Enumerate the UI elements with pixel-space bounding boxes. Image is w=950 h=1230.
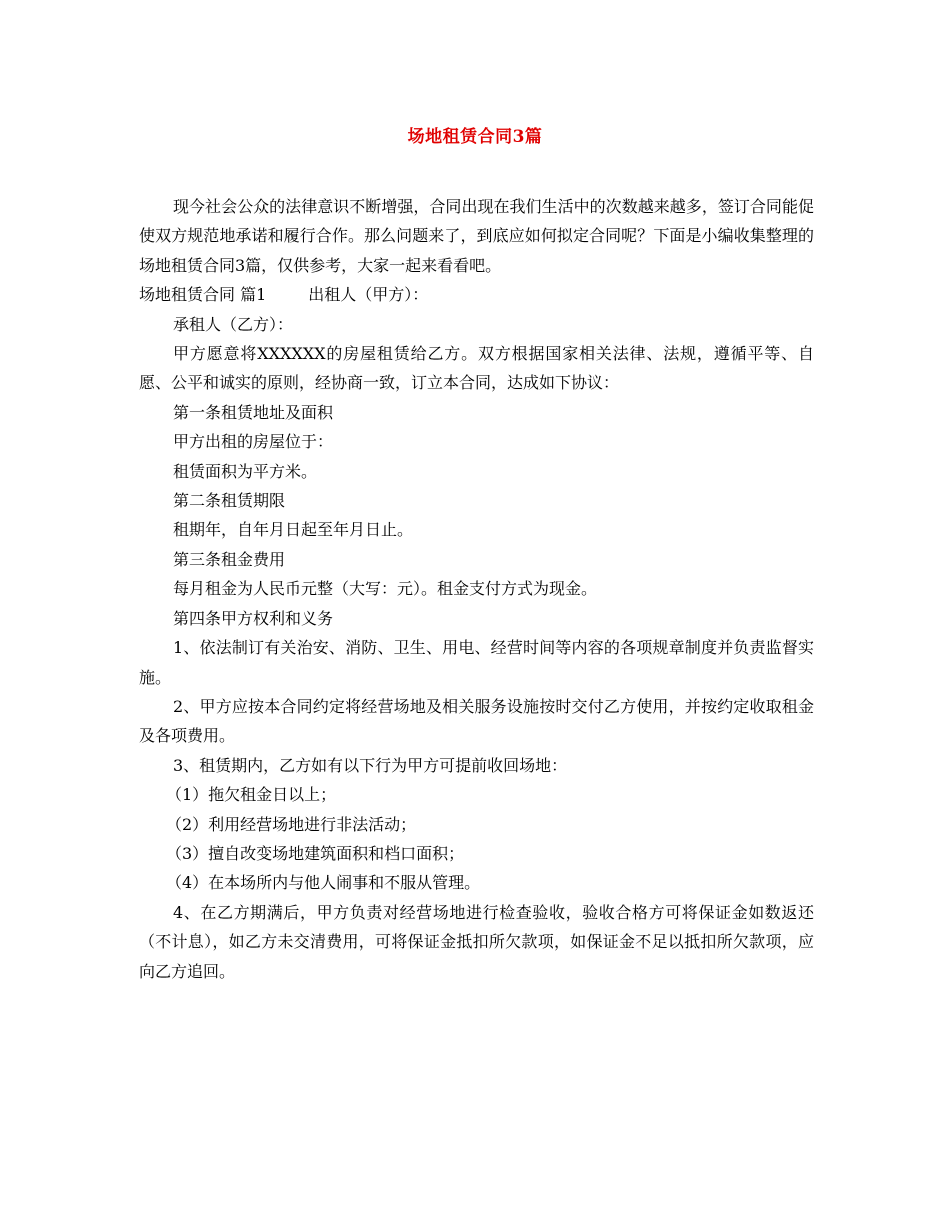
lessor-label: 出租人（甲方）： [308, 285, 429, 305]
item-2: 2、甲方应按本合同约定将经营场地及相关服务设施按时交付乙方使用，并按约定收取租金及各项费用。 [139, 696, 814, 746]
clause1-area: 租赁面积为平方米。 [173, 461, 318, 481]
lessee-label: 承租人（乙方）： [173, 314, 294, 334]
clause1-location: 甲方出租的房屋位于： [173, 432, 334, 452]
section-heading: 场地租赁合同 篇1 [139, 285, 267, 305]
item-3: 3、租赁期内，乙方如有以下行为甲方可提前收回场地： [173, 755, 568, 775]
section-heading-line [139, 280, 814, 309]
clause1-title: 第一条租赁地址及面积 [173, 402, 334, 422]
intro-paragraph: 现今社会公众的法律意识不断增强，合同出现在我们生活中的次数越来越多，签订合同能促使双方规范地承诺和履行合作。那么问题来了，到底应如何拟定合同呢？下面是小编收集整理的场地租赁合同3篇，仅供参考，大家一起来看看吧。 [139, 197, 814, 275]
clause3-text: 每月租金为人民币元整（大写：元）。租金支付方式为现金。 [173, 579, 598, 599]
document-title: 场地租赁合同3篇 [407, 127, 543, 147]
item-3-sub-1: （1）拖欠租金日以上； [166, 785, 337, 805]
item-3-sub-4: （4）在本场所内与他人闹事和不服从管理。 [166, 873, 481, 893]
agreement-paragraph: 甲方愿意将XXXXXX的房屋租赁给乙方。双方根据国家相关法律、法规，遵循平等、自愿、公平和诚实的原则，经协商一致，订立本合同，达成如下协议： [139, 344, 814, 393]
item-1: 1、依法制订有关治安、消防、卫生、用电、经营时间等内容的各项规章制度并负责监督实施。 [139, 638, 814, 687]
item-3-sub-2: （2）利用经营场地进行非法活动； [166, 814, 417, 834]
item-4: 4、在乙方期满后，甲方负责对经营场地进行检查验收，验收合格方可将保证金如数返还（不计息），如乙方未交清费用，可将保证金抵扣所欠款项，如保证金不足以抵扣所欠款项，应向乙方追回。 [139, 902, 814, 981]
document-body [139, 192, 814, 986]
clause2-title: 第二条租赁期限 [173, 491, 286, 511]
clause2-text: 租期年，自年月日起至年月日止。 [173, 520, 414, 540]
item-3-sub-3: （3）擅自改变场地建筑面积和档口面积； [166, 843, 465, 863]
clause3-title: 第三条租金费用 [173, 549, 286, 569]
clause4-title: 第四条甲方权利和义务 [173, 608, 334, 628]
